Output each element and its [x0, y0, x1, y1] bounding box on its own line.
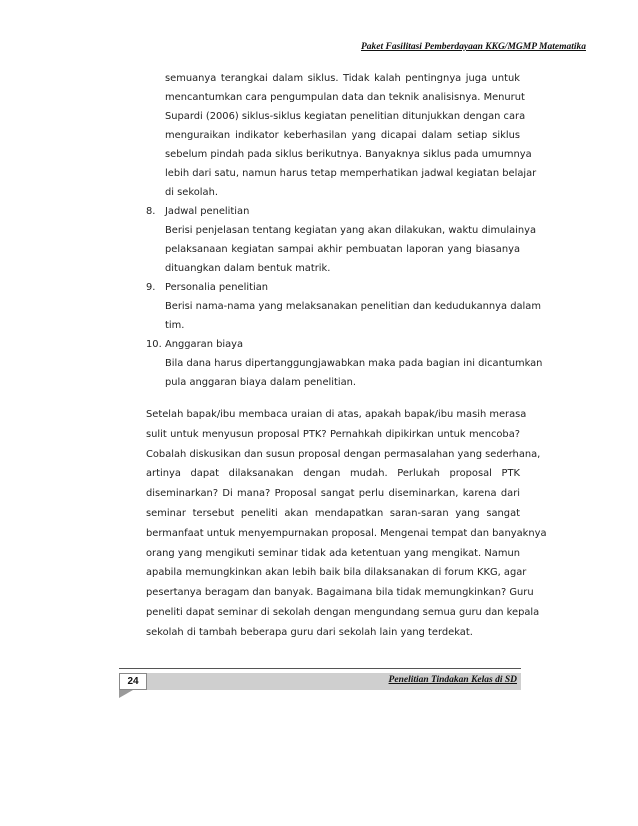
paragraph-line: sekolah di tambah beberapa guru dari sekolah lain yang terdekat. [146, 626, 473, 638]
list-item-line: Berisi nama-nama yang melaksanakan penelitian dan kedudukannya dalam [165, 301, 541, 312]
list-item-line: tim. [165, 320, 185, 331]
intro-line: sebelum pindah pada siklus berikutnya. Banyaknya siklus pada umumnya [165, 149, 532, 160]
paragraph-line: peneliti dapat seminar di sekolah dengan mengundang semua guru dan kepala [146, 607, 540, 618]
intro-line: menguraikan indikator keberhasilan yang dicapai dalam setiap siklus [165, 130, 520, 141]
paragraph-line: orang yang mengikuti seminar tidak ada ketentuan yang mengikat. Namun [146, 547, 520, 559]
paragraph-line: apabila memungkinkan akan lebih baik bila dilaksanakan di forum KKG, agar [146, 567, 527, 579]
list-item-title: Anggaran biaya [165, 339, 244, 350]
paragraph-line: bermanfaat untuk menyempurnakan proposal. Mengenai tempat dan banyaknya [146, 527, 547, 539]
paragraph-line: sulit untuk menyusun proposal PTK? Pernahkah dipikirkan untuk mencoba? [146, 428, 520, 440]
paragraph-line: diseminarkan? Di mana? Proposal sangat perlu diseminarkan, karena dari [146, 488, 520, 500]
footer-title: Penelitian Tindakan Kelas di SD [388, 675, 517, 685]
paragraph-line: pesertanya beragam dan banyak. Bagaimana bila tidak memungkinkan? Guru [146, 587, 534, 599]
page-header-title: Paket Fasilitasi Pemberdayaan KKG/MGMP Matematika [360, 42, 586, 52]
paragraph-line: artinya dapat dilaksanakan dengan mudah. Perlukah proposal PTK [146, 468, 520, 480]
list-item-number: 9. [146, 282, 156, 293]
intro-line: lebih dari satu, namun harus tetap memperhatikan jadwal kegiatan belajar [165, 168, 537, 179]
paragraph-line: Setelah bapak/ibu membaca uraian di atas, apakah bapak/ibu masih merasa [146, 409, 527, 420]
list-item-line: Bila dana harus dipertanggungjawabkan maka pada bagian ini dicantumkan [165, 358, 543, 369]
intro-line: mencantumkan cara pengumpulan data dan teknik analisisnya. Menurut [165, 92, 525, 103]
list-item-line: Berisi penjelasan tentang kegiatan yang akan dilakukan, waktu dimulainya [165, 225, 537, 236]
intro-line: di sekolah. [165, 187, 218, 198]
list-item-title: Personalia penelitian [165, 282, 269, 293]
list-item-line: pelaksanaan kegiatan sampai akhir pembuatan laporan yang biasanya [165, 244, 520, 255]
paragraph-line: Cobalah diskusikan dan susun proposal dengan permasalahan yang sederhana, [146, 448, 541, 460]
list-item-line: pula anggaran biaya dalam penelitian. [165, 377, 357, 388]
paragraph-line: seminar tersebut peneliti akan mendapatkan saran-saran yang sangat [146, 508, 520, 519]
list-item-title: Jadwal penelitian [165, 206, 250, 217]
list-item-number: 8. [146, 206, 156, 217]
page-corner-tab [119, 690, 133, 698]
footer-rule [119, 668, 521, 669]
list-item-number: 10. [146, 339, 162, 350]
page-number: 24 [119, 673, 147, 690]
list-item-line: dituangkan dalam bentuk matrik. [165, 263, 331, 274]
intro-line: semuanya terangkai dalam siklus. Tidak kalah pentingnya juga untuk [165, 73, 520, 84]
intro-line: Supardi (2006) siklus-siklus kegiatan penelitian ditunjukkan dengan cara [165, 111, 526, 122]
